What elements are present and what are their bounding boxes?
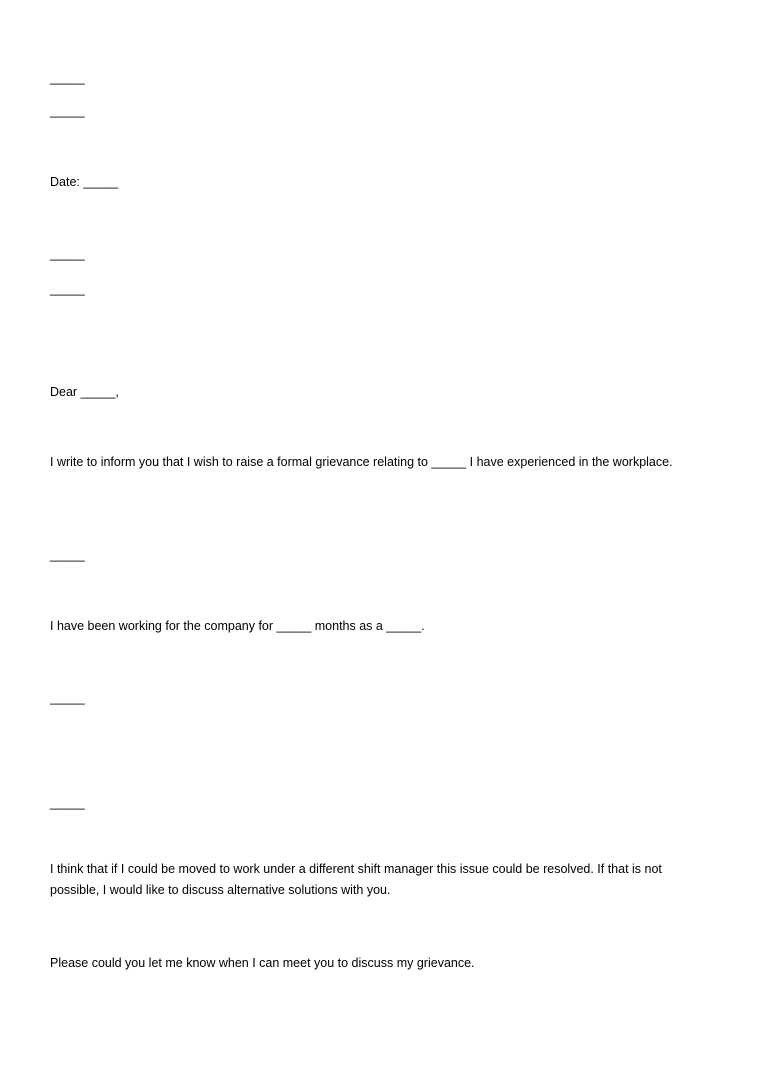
recipient-line-2: _____ (50, 282, 85, 296)
paragraph-intro: I write to inform you that I wish to raise a formal grievance relating to _____ I have experienced in the workplace. (50, 455, 673, 469)
placeholder-paragraph-1: _____ (50, 548, 85, 562)
paragraph-employment: I have been working for the company for _____ months as a _____. (50, 619, 425, 633)
paragraph-meeting: Please could you let me know when I can meet you to discuss my grievance. (50, 956, 475, 970)
salutation: Dear _____, (50, 385, 119, 399)
sender-line-1: _____ (50, 71, 85, 85)
sender-line-2: _____ (50, 104, 85, 118)
recipient-line-1: _____ (50, 247, 85, 261)
placeholder-paragraph-3: _____ (50, 796, 85, 810)
placeholder-paragraph-2: _____ (50, 691, 85, 705)
date-line: Date: _____ (50, 175, 119, 189)
paragraph-resolution: I think that if I could be moved to work under a different shift manager this issue could be resolved. If that is not possible, I would like to discuss alternative solutions with you. (50, 862, 666, 897)
